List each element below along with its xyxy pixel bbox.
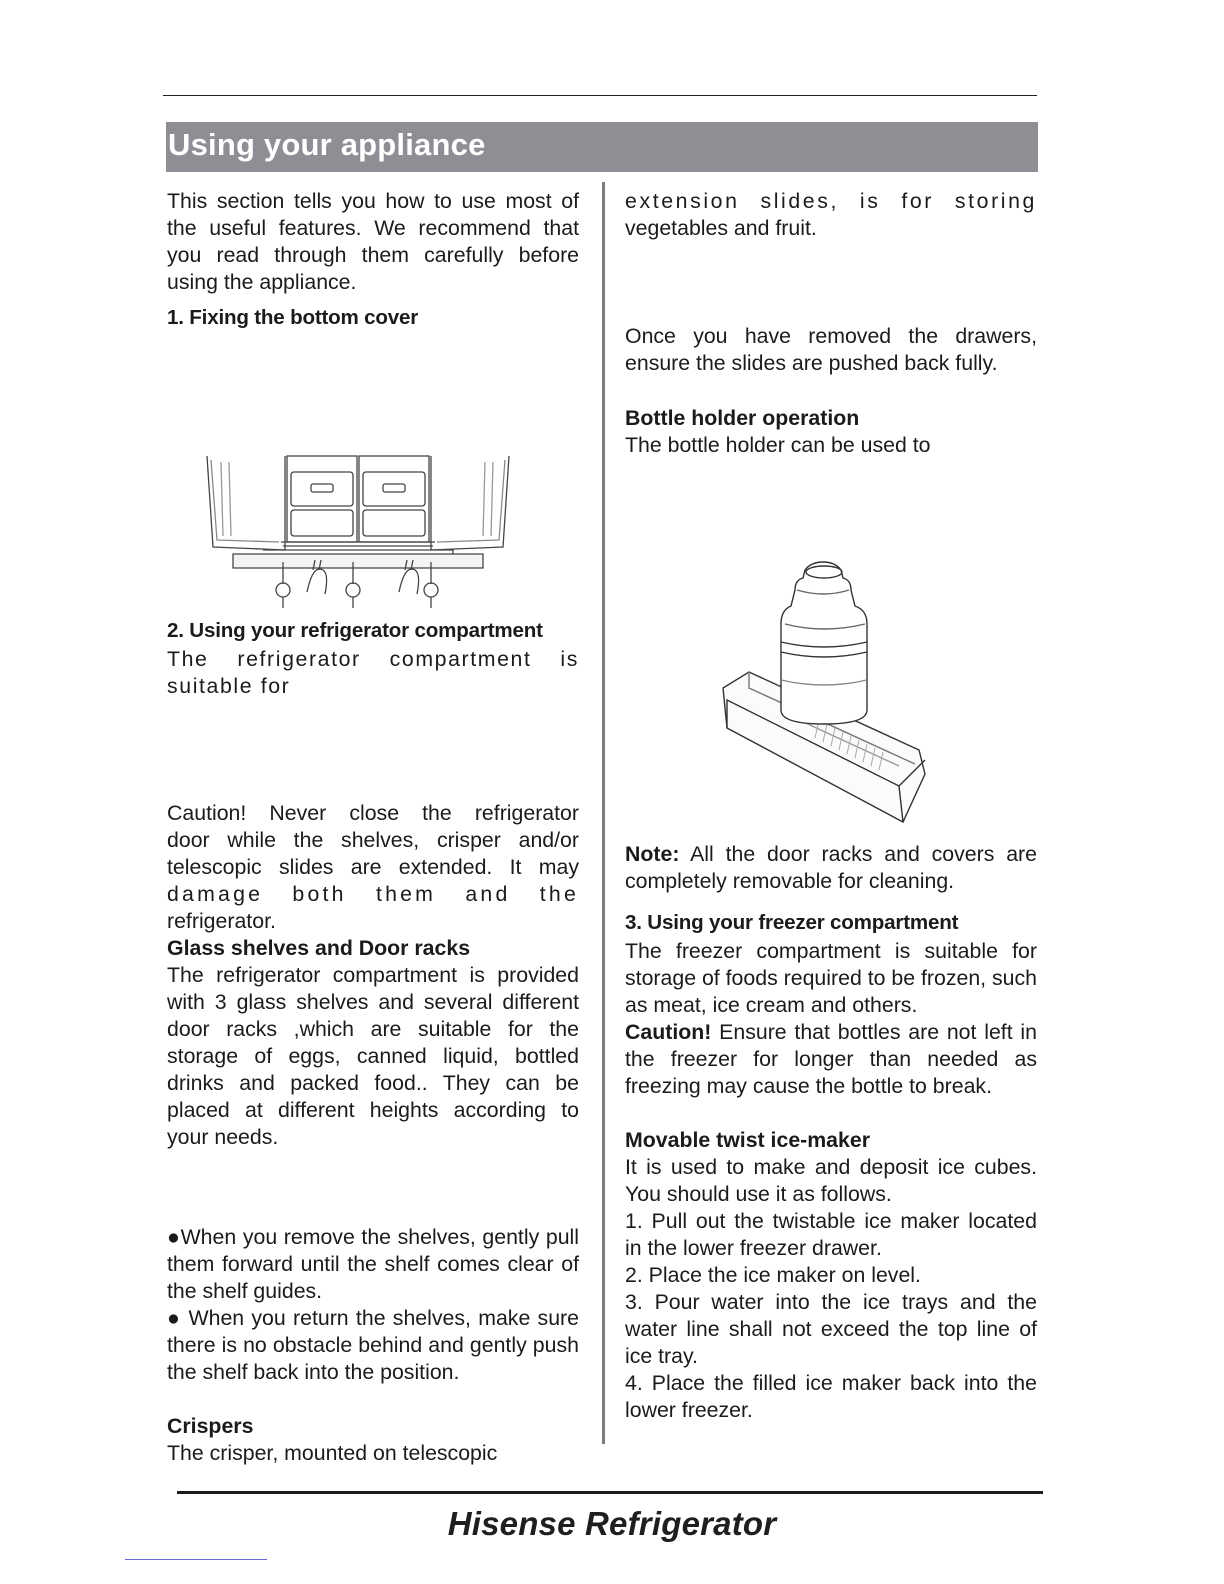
heading-freezer-compartment: 3. Using your freezer compartment xyxy=(625,911,959,934)
caution-paragraph: Caution! Never close the refrigerator door while the shelves, crisper and/or telescopic slides are extended. It may damage both them and the refrigerator. xyxy=(167,801,579,933)
bottle-holder-text: The bottle holder can be used to xyxy=(625,433,931,457)
bullet-remove-shelves: ●When you remove the shelves, gently pull them forward until the shelf comes clear of the shelf guides. xyxy=(167,1225,579,1303)
crisper-continued-text: extension slides, is for storing vegetables and fruit. xyxy=(625,189,1037,240)
section-title: Using your appliance xyxy=(166,122,1038,172)
ice-maker-step-4: 4. Place the filled ice maker back into the lower freezer. xyxy=(625,1371,1037,1422)
column-divider xyxy=(602,182,605,1444)
bullet-icon: ● xyxy=(167,1306,189,1330)
bullet-return-shelves: ● When you return the shelves, make sure there is no obstacle behind and gently push the shelf back into the position. xyxy=(167,1306,579,1384)
freezer-caution: Caution! Ensure that bottles are not left in the freezer for longer than needed as freezing may cause the bottle to break. xyxy=(625,1020,1038,1098)
ice-maker-step-1: 1. Pull out the twistable ice maker located in the lower freezer drawer. xyxy=(625,1209,1037,1260)
bullet-icon: ● xyxy=(167,1225,181,1249)
bottle-holder-illustration xyxy=(719,560,933,830)
compartment-text: The refrigerator compartment is suitable for xyxy=(167,647,579,698)
ice-maker-text: It is used to make and deposit ice cubes. You should use it as follows. xyxy=(625,1155,1037,1206)
heading-glass-shelves: Glass shelves and Door racks xyxy=(167,936,471,960)
ice-maker-step-3: 3. Pour water into the ice trays and the water line shall not exceed the top line of ice tray. xyxy=(625,1290,1037,1368)
drawers-text: Once you have removed the drawers, ensure the slides are pushed back fully. xyxy=(625,324,1037,375)
note-paragraph: Note: All the door racks and covers are completely removable for cleaning. xyxy=(625,842,1037,893)
header-rule xyxy=(163,95,1037,96)
bottom-cover-illustration xyxy=(203,452,549,614)
brand-footer: Hisense Refrigerator xyxy=(447,1505,777,1542)
ice-maker-step-2: 2. Place the ice maker on level. xyxy=(625,1263,921,1287)
footer-link-underline xyxy=(125,1559,267,1560)
heading-ice-maker: Movable twist ice-maker xyxy=(625,1128,871,1152)
footer-rule xyxy=(177,1491,1043,1494)
heading-fixing-bottom-cover: 1. Fixing the bottom cover xyxy=(167,306,419,329)
heading-crispers: Crispers xyxy=(167,1414,254,1438)
intro-paragraph: This section tells you how to use most of the useful features. We recommend that you read through them carefully before using the appliance. xyxy=(167,189,579,294)
glass-shelves-text: The refrigerator compartment is provided with 3 glass shelves and several different door racks ,which are suitable for the storage of eggs, canned liquid, bottled drinks and packed food.. They can be placed at different heights according to your needs. xyxy=(167,963,579,1149)
heading-refrigerator-compartment: 2. Using your refrigerator compartment xyxy=(167,619,543,642)
heading-bottle-holder: Bottle holder operation xyxy=(625,406,860,430)
freezer-text: The freezer compartment is suitable for storage of foods required to be frozen, such as meat, ice cream and others. xyxy=(625,939,1037,1017)
crispers-text: The crisper, mounted on telescopic xyxy=(167,1441,498,1465)
